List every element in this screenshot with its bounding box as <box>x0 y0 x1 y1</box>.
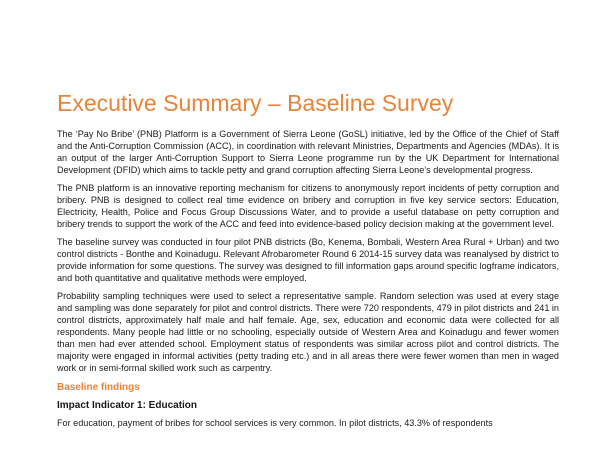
paragraph-baseline-survey-districts: The baseline survey was conducted in four pilot PNB districts (Bo, Kenema, Bombali, Western Area Rural + Urban) and two control districts - Bonthe and Koinadugu. Relevant Afrobarometer Round 6 2014-15 survey data was reanalysed by district to provide information for some questions. The survey was designed to fill information gaps around specific logframe indicators, and both quantitative and qualitative methods were employed. <box>57 237 559 283</box>
sub-heading-impact-indicator-education: Impact Indicator 1: Education <box>57 400 198 412</box>
paragraph-sampling-techniques: Probability sampling techniques were used to select a representative sample. Random selection was used at every stage and sampling was done separately for pilot and control districts. There were 720 respondents, 479 in pilot districts and 241 in control districts, approximately half male and half female. Age, sex, education and economic data were collected for all respondents. Many people had little or no schooling, especially outside of Western Area and Koinadugu and fewer women than men had ever attended school. Employment status of respondents was similar across pilot and control districts. The majority were engaged in informal activities (petty trading etc.) and in all areas there were fewer women than men in waged work or in semi-formal skilled work such as carpentry. <box>57 291 559 373</box>
section-heading-baseline-findings: Baseline findings <box>57 382 140 394</box>
paragraph-pnb-platform-intro: The ‘Pay No Bribe’ (PNB) Platform is a Government of Sierra Leone (GoSL) initiative, led by the Office of the Chief of Staff and the Anti-Corruption Commission (ACC), in coordination with relevant Ministries, Departments and Agencies (MDAs). It is an output of the larger Anti-Corruption Support to Sierra Leone programme run by the UK Department for International Development (DFID) which aims to tackle petty and grand corruption affecting Sierra Leone’s developmental progress. <box>57 129 559 175</box>
paragraph-education-cut-off: For education, payment of bribes for school services is very common. In pilot districts, 43.3% of respondents <box>57 418 493 429</box>
document-body <box>57 129 559 430</box>
paragraph-pnb-reporting-mechanism: The PNB platform is an innovative reporting mechanism for citizens to anonymously report incidents of petty corruption and bribery. PNB is designed to collect real time evidence on bribery and corruption in five key service sectors: Education, Electricity, Health, Police and Focus Group Discussions Water, and to provide a useful database on petty corruption and bribery trends to support the work of the ACC and feed into evidence-based policy decision making at the government level. <box>57 183 559 229</box>
page-title: Executive Summary – Baseline Survey <box>57 90 454 116</box>
